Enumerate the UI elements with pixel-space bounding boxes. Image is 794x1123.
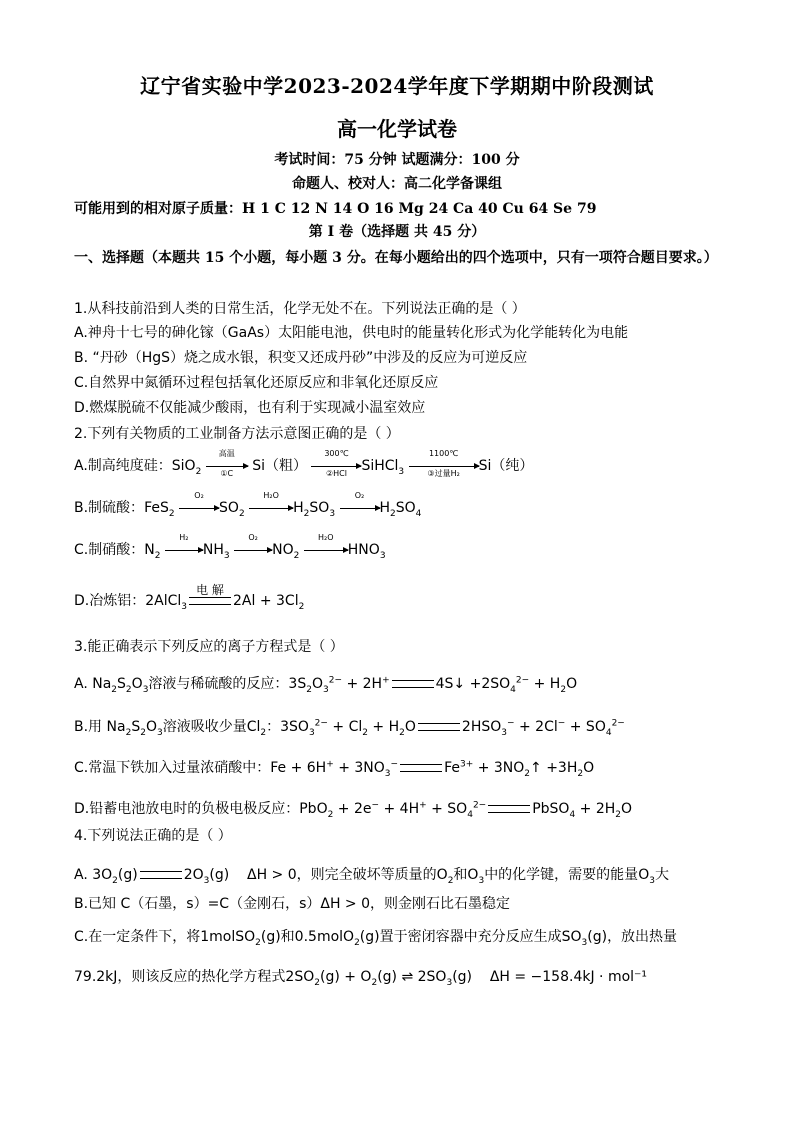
q3-option-c: C.常温下铁加入过量浓硝酸中：$Fe + 6H^+ + 3NO_3^-$ $Fe^{3+}$ + $3NO_2↑ +3H_2O$ — [74, 759, 595, 779]
q2-stem: 2.下列有关物质的工业制备方法示意图正确的是（ ） — [74, 426, 400, 442]
reaction-arrow: O₂ — [340, 500, 380, 516]
reaction-equals — [418, 723, 460, 731]
q2-a-label: A.制高纯度硅： — [74, 458, 172, 474]
reaction-arrow: 高温 ①C — [206, 458, 248, 474]
q2-option-a: A.制高纯度硅：SiO$_2$ 高温 ①C Si（粗） 300℃ ②HCl SiHCl$_3$ 1100℃ ③过量H₂ Si（纯） — [74, 449, 534, 478]
q4-option-c-cont: 79.2kJ，则该反应的热化学方程式$2SO_2(g) + O_2(g)$ ⇌ $2SO_3(g)$ ΔH = −158.4kJ · mol⁻¹ — [74, 969, 648, 988]
section-heading: 第 I 卷（选择题 共 45 分） — [308, 224, 486, 240]
q2-option-c: C.制硝酸：$N_2$ H₂ $NH_3$ O₂ $NO_2$ H₂O $HNO_3$ — [74, 533, 386, 561]
part-heading: 一、选择题（本题共 15 个小题，每小题 3 分。在每小题给出的四个选项中，只有一项符合题目要求。） — [74, 250, 718, 266]
reaction-arrow: 1100℃ ③过量H₂ — [409, 458, 479, 474]
q2-b-label: B.制硫酸： — [74, 500, 145, 516]
q1-stem: 1.从科技前沿到人类的日常生活，化学无处不在。下列说法正确的是（ ） — [74, 301, 526, 317]
reaction-arrow: 300℃ ②HCl — [311, 458, 361, 474]
reaction-equals — [392, 680, 434, 688]
exam-authors: 命题人、校对人：高二化学备课组 — [292, 176, 502, 192]
q4-option-c: C.在一定条件下，将1molSO$_2$(g)和0.5molO$_2$(g)置于密闭容器中充分反应生成$SO_3(g)$，放出热量 — [74, 929, 678, 948]
reaction-equals — [140, 871, 182, 879]
q2-d-label: D.冶炼铝： — [74, 593, 146, 609]
atomic-masses: 可能用到的相对原子质量：H 1 C 12 N 14 O 16 Mg 24 Ca 40 Cu 64 Se 79 — [74, 201, 597, 217]
reaction-arrow: O₂ — [179, 500, 219, 516]
exam-title: 辽宁省实验中学2023-2024学年度下学期期中阶段测试 — [140, 74, 654, 98]
reaction-equals: 电 解 — [189, 597, 231, 605]
reaction-equals — [400, 764, 442, 772]
exam-time-info: 考试时间：75 分钟 试题满分：100 分 — [274, 152, 520, 168]
q3-option-a: A. $Na_2S_2O_3$溶液与稀硫酸的反应：$3S_2O_3^{2-} + 2H^+$ 4S↓ $+2SO_4^{2-} + H_2O$ — [74, 675, 578, 695]
q2-option-d: D.冶炼铝：2AlCl$_3$ 电 解 $2Al + 3Cl_2$ — [74, 583, 305, 612]
q4-stem: 4.下列说法正确的是（ ） — [74, 828, 232, 844]
q3-stem: 3.能正确表示下列反应的离子方程式是（ ） — [74, 639, 344, 655]
q1-option-c: C.自然界中氮循环过程包括氧化还原反应和非氧化还原反应 — [74, 375, 439, 391]
q3-option-d: D.铅蓄电池放电时的负极电极反应：$PbO_2 + 2e^- + 4H^+ + SO_4^{2-}$ PbSO$_4$ + $2H_2O$ — [74, 800, 633, 820]
reaction-arrow: H₂O — [304, 542, 348, 558]
q1-option-a: A.神舟十七号的砷化镓（GaAs）太阳能电池，供电时的能量转化形式为化学能转化为电能 — [74, 325, 629, 341]
q2-option-b: B.制硫酸：FeS$_2$ O₂ $SO_2$ H₂O $H_2SO_3$ O₂ $H_2SO_4$ — [74, 491, 422, 519]
q3-option-b: B.用 $Na_2S_2O_3$溶液吸收少量$Cl_2$：$3SO_3^{2-} + Cl_2 + H_2O$ $2HSO_3^- + 2Cl^- + SO_4^{2-}$ — [74, 718, 625, 738]
reaction-arrow: H₂ — [165, 542, 203, 558]
q2-c-label: C.制硝酸： — [74, 542, 145, 558]
reaction-arrow: H₂O — [249, 500, 293, 516]
reaction-arrow: O₂ — [234, 542, 272, 558]
q4-option-a: A. $3O_2(g)$ $2O_3(g)$ ΔH > 0，则完全破坏等质量的$O_2$和$O_3$中的化学键，需要的能量$O_3$大 — [74, 867, 669, 886]
reaction-equals — [488, 805, 530, 813]
q1-option-d: D.燃煤脱硫不仅能减少酸雨，也有利于实现减小温室效应 — [74, 400, 426, 416]
q4-option-b: B.已知 C（石墨，s）=C（金刚石，s）ΔH > 0，则金刚石比石墨稳定 — [74, 896, 511, 912]
exam-subtitle: 高一化学试卷 — [337, 117, 457, 141]
q1-option-b: B. “丹砂（HgS）烧之成水银，积变又还成丹砂”中涉及的反应为可逆反应 — [74, 350, 528, 366]
